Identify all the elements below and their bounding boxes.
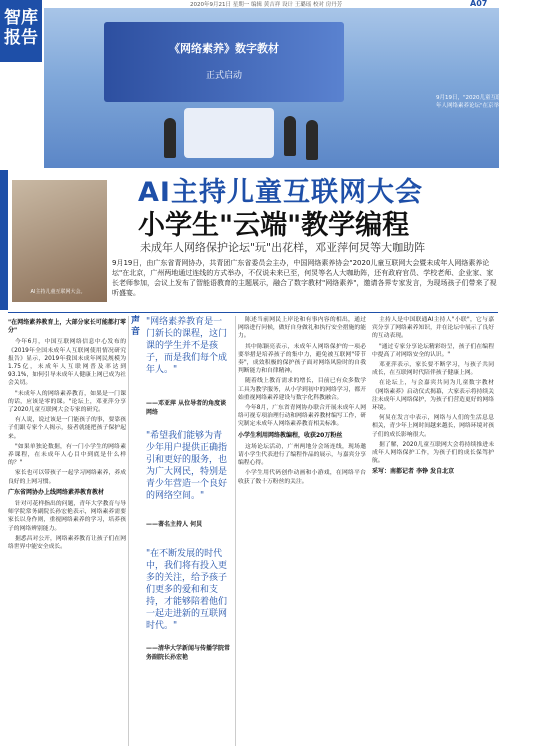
paragraph: "如果单独论数据，有一门小学生的网络素养课程，在未成年人心目中到底是什么样的？" xyxy=(8,443,126,467)
pull-quote: "网络素养教育是一门新长的课程，这门课的学生并不是孩子，而是我们每个成年人。" xyxy=(146,317,228,375)
paragraph: 据了解，2020儿童互联网大会将持续推进未成年人网络保护工作，为孩子们的成长保驾护航。 xyxy=(372,441,494,465)
pull-quote: "希望我们能够为青少年用户提供正确指引和更好的服务，也为广大网民，特别是青少年营造一个良好的网络空间。" xyxy=(146,431,228,501)
paragraph: 今年8月，广东省青网协办联合开展未成年人网络可视专项治理行动和网络素养教材编写工作，研究制定未成年人网络素养教育相关标准。 xyxy=(238,405,366,428)
paragraph: 小学生用代码创作动画和小游戏，在网络平台收获了数十万粉丝的关注。 xyxy=(238,470,366,485)
paragraph: "未成年人的网络素养教育，如果是一门课的话，应该是零的课。"论坛上，邓亚萍分享了2020儿童互联网大会专家的研究。 xyxy=(8,390,126,414)
section-title: 小学生利用网络教编程，收获20万粉丝 xyxy=(238,431,343,439)
byline: 采写：南都记者 李铮 发自北京 xyxy=(372,468,455,476)
paragraph: 其中陈颖亮表示，未成年人网络保护的一项必要举措是培养孩子的集中力，避免被互联网"带节奏"，成效积极的保护孩子面对网络风险时的自我判断能力和自律精神。 xyxy=(238,343,366,375)
section-divider xyxy=(8,312,498,313)
subheadline: 未成年人网络保护论坛"玩"出花样，邓亚萍何炅等大咖助阵 xyxy=(140,241,426,254)
paragraph: 主持人是中国联通AI主持人"小联"，它与嘉宾分享了网络素养知识，并在论坛中展示了良好的互动表现。 xyxy=(372,317,494,340)
headline-line-1: AI主持儿童互联网大会 xyxy=(138,177,423,208)
paragraph: 在论坛上，与会嘉宾共同为儿童数字教材《网络素养》启动仪式揭幕，大家表示将持续关注未成年人网络保护，为孩子们营造更好的网络环境。 xyxy=(372,380,494,412)
inset-caption: AI主持儿童互联网大会。 xyxy=(30,289,86,295)
inset-photo xyxy=(10,178,109,304)
column-rule xyxy=(128,316,129,746)
quote-source: ——清华大学新闻与传播学院常务副院长孙宏艳 xyxy=(146,645,231,661)
paragraph: 何炅在发言中表示，网络与人们的生活息息相关，青少年上网时间越来越长，网络环境对孩子们的成长影响很大。 xyxy=(372,415,494,438)
headline-line-2: 小学生"云端"教学编程 xyxy=(138,210,410,241)
paragraph: 随着线上教育需求的增长，目前已有众多数学工具为教学服务，从小学到初中的网络学习，都开始重视网络素养建设与数字化科教融合。 xyxy=(238,378,366,401)
section-title: "在网络素养教育上，大部分家长可能都打零分" xyxy=(8,319,126,335)
article-column-1 xyxy=(8,316,126,746)
quote-source: ——邓亚萍 从位导者的角度谈网络 xyxy=(146,400,227,416)
accent-bar xyxy=(0,170,8,310)
quote-source: ——著名主持人 何炅 xyxy=(146,521,203,528)
quotes-label: 声音 xyxy=(131,316,141,337)
paragraph: 邓亚萍表示，家长要不断学习，与孩子共同成长，在互联网时代陪伴孩子健康上网。 xyxy=(372,362,494,377)
dateline: 2020年9月21日 星期一 编辑 黄吉祥 设计 王璐瑶 校对 房丹芳 xyxy=(190,2,343,8)
article-column-4 xyxy=(372,316,494,746)
paragraph: 据悉昌对公开，网络素养教育让孩子们在网络世界中能安全成长。 xyxy=(8,535,126,551)
brand-line-2: 报告 xyxy=(4,28,38,48)
paragraph: 今年6月，中国互联网络信息中心发布的《2019年全国未成年人互联网使用情况研究报告》显示，2019年我国未成年网民规模为1.75亿，未成年人互联网普及率达到93.1%，如何引导未成年人健康上网已成为社会关切。 xyxy=(8,339,126,387)
column-rule xyxy=(235,316,236,746)
stage-screen-title: 《网络素养》数字教材 xyxy=(169,42,279,55)
lead-paragraph: 9月19日，由广东省青网协办，共青团广东省委员会主办，中国网络素养协会"2020儿童互联网大会暨未成年人网络素养论坛"在北京，广州两地通过连线的方式举办，不仅说未来已至，何炅等名人大咖助阵，还有政府官员、学校老师、企业家、家长老师参加，会议上发布了智能语教育的主题展示，融合了数字教材"网络素养"，邀请各界专家发言，为现场孩子们带来了视听盛宴。 xyxy=(112,259,497,297)
section-title: 广东省网协办上线网络素养教育教材 xyxy=(8,488,105,496)
person-figure xyxy=(306,120,318,160)
pull-quote: "在不断发展的时代中，我们将有投入更多的关注，给予孩子们更多的爱和和支持，才能够陪着他们一起走进新的互联网时代。" xyxy=(146,549,228,631)
brand-line-1: 智库 xyxy=(4,8,38,28)
paragraph: 陈述当前网民上岸论和有事内容的相出，通过网络进行问候，做好自身做礼和执行安全措施的能力。 xyxy=(238,317,366,340)
paragraph: 有人说，说过该是一门能孩子的事，要靠孩子们跟专家个人揭示，接者就能把孩子保护起来。 xyxy=(8,417,126,440)
person-figure xyxy=(164,118,176,158)
stage-screen xyxy=(104,22,344,102)
page-number: A07 xyxy=(470,0,488,8)
person-figure xyxy=(284,116,296,156)
article-column-3 xyxy=(238,316,366,746)
stage-screen-subtitle: 正式启动 xyxy=(205,71,242,81)
hero-caption: 9月19日，"2020儿童互联网大会暨未成年人网络素养论坛"在京举办。主办方供图 xyxy=(436,95,538,109)
section-brand xyxy=(0,0,42,62)
hero-photo xyxy=(44,8,538,168)
paragraph: "通过专家分享论坛精彩纷呈，孩子们在编程中提高了对网络安全的认识。" xyxy=(372,343,494,358)
paragraph: 家长也可以带孩子一起学习网络素养，养成良好的上网习惯。 xyxy=(8,470,126,485)
paragraph: 针对可花样指出的问题，青年大学教育与导师学院常务副院长孙宏艳表示，网络素养需要家长以身作则，重视网络素养的学习，培养孩子的网络辨别能力。 xyxy=(8,501,126,532)
paragraph: 这场论坛活动，广州两地分会场连线，现场邀请小学生代表进行了编程作品的展示，与嘉宾分享编程心得。 xyxy=(238,443,366,467)
ceremony-stand xyxy=(184,108,274,158)
